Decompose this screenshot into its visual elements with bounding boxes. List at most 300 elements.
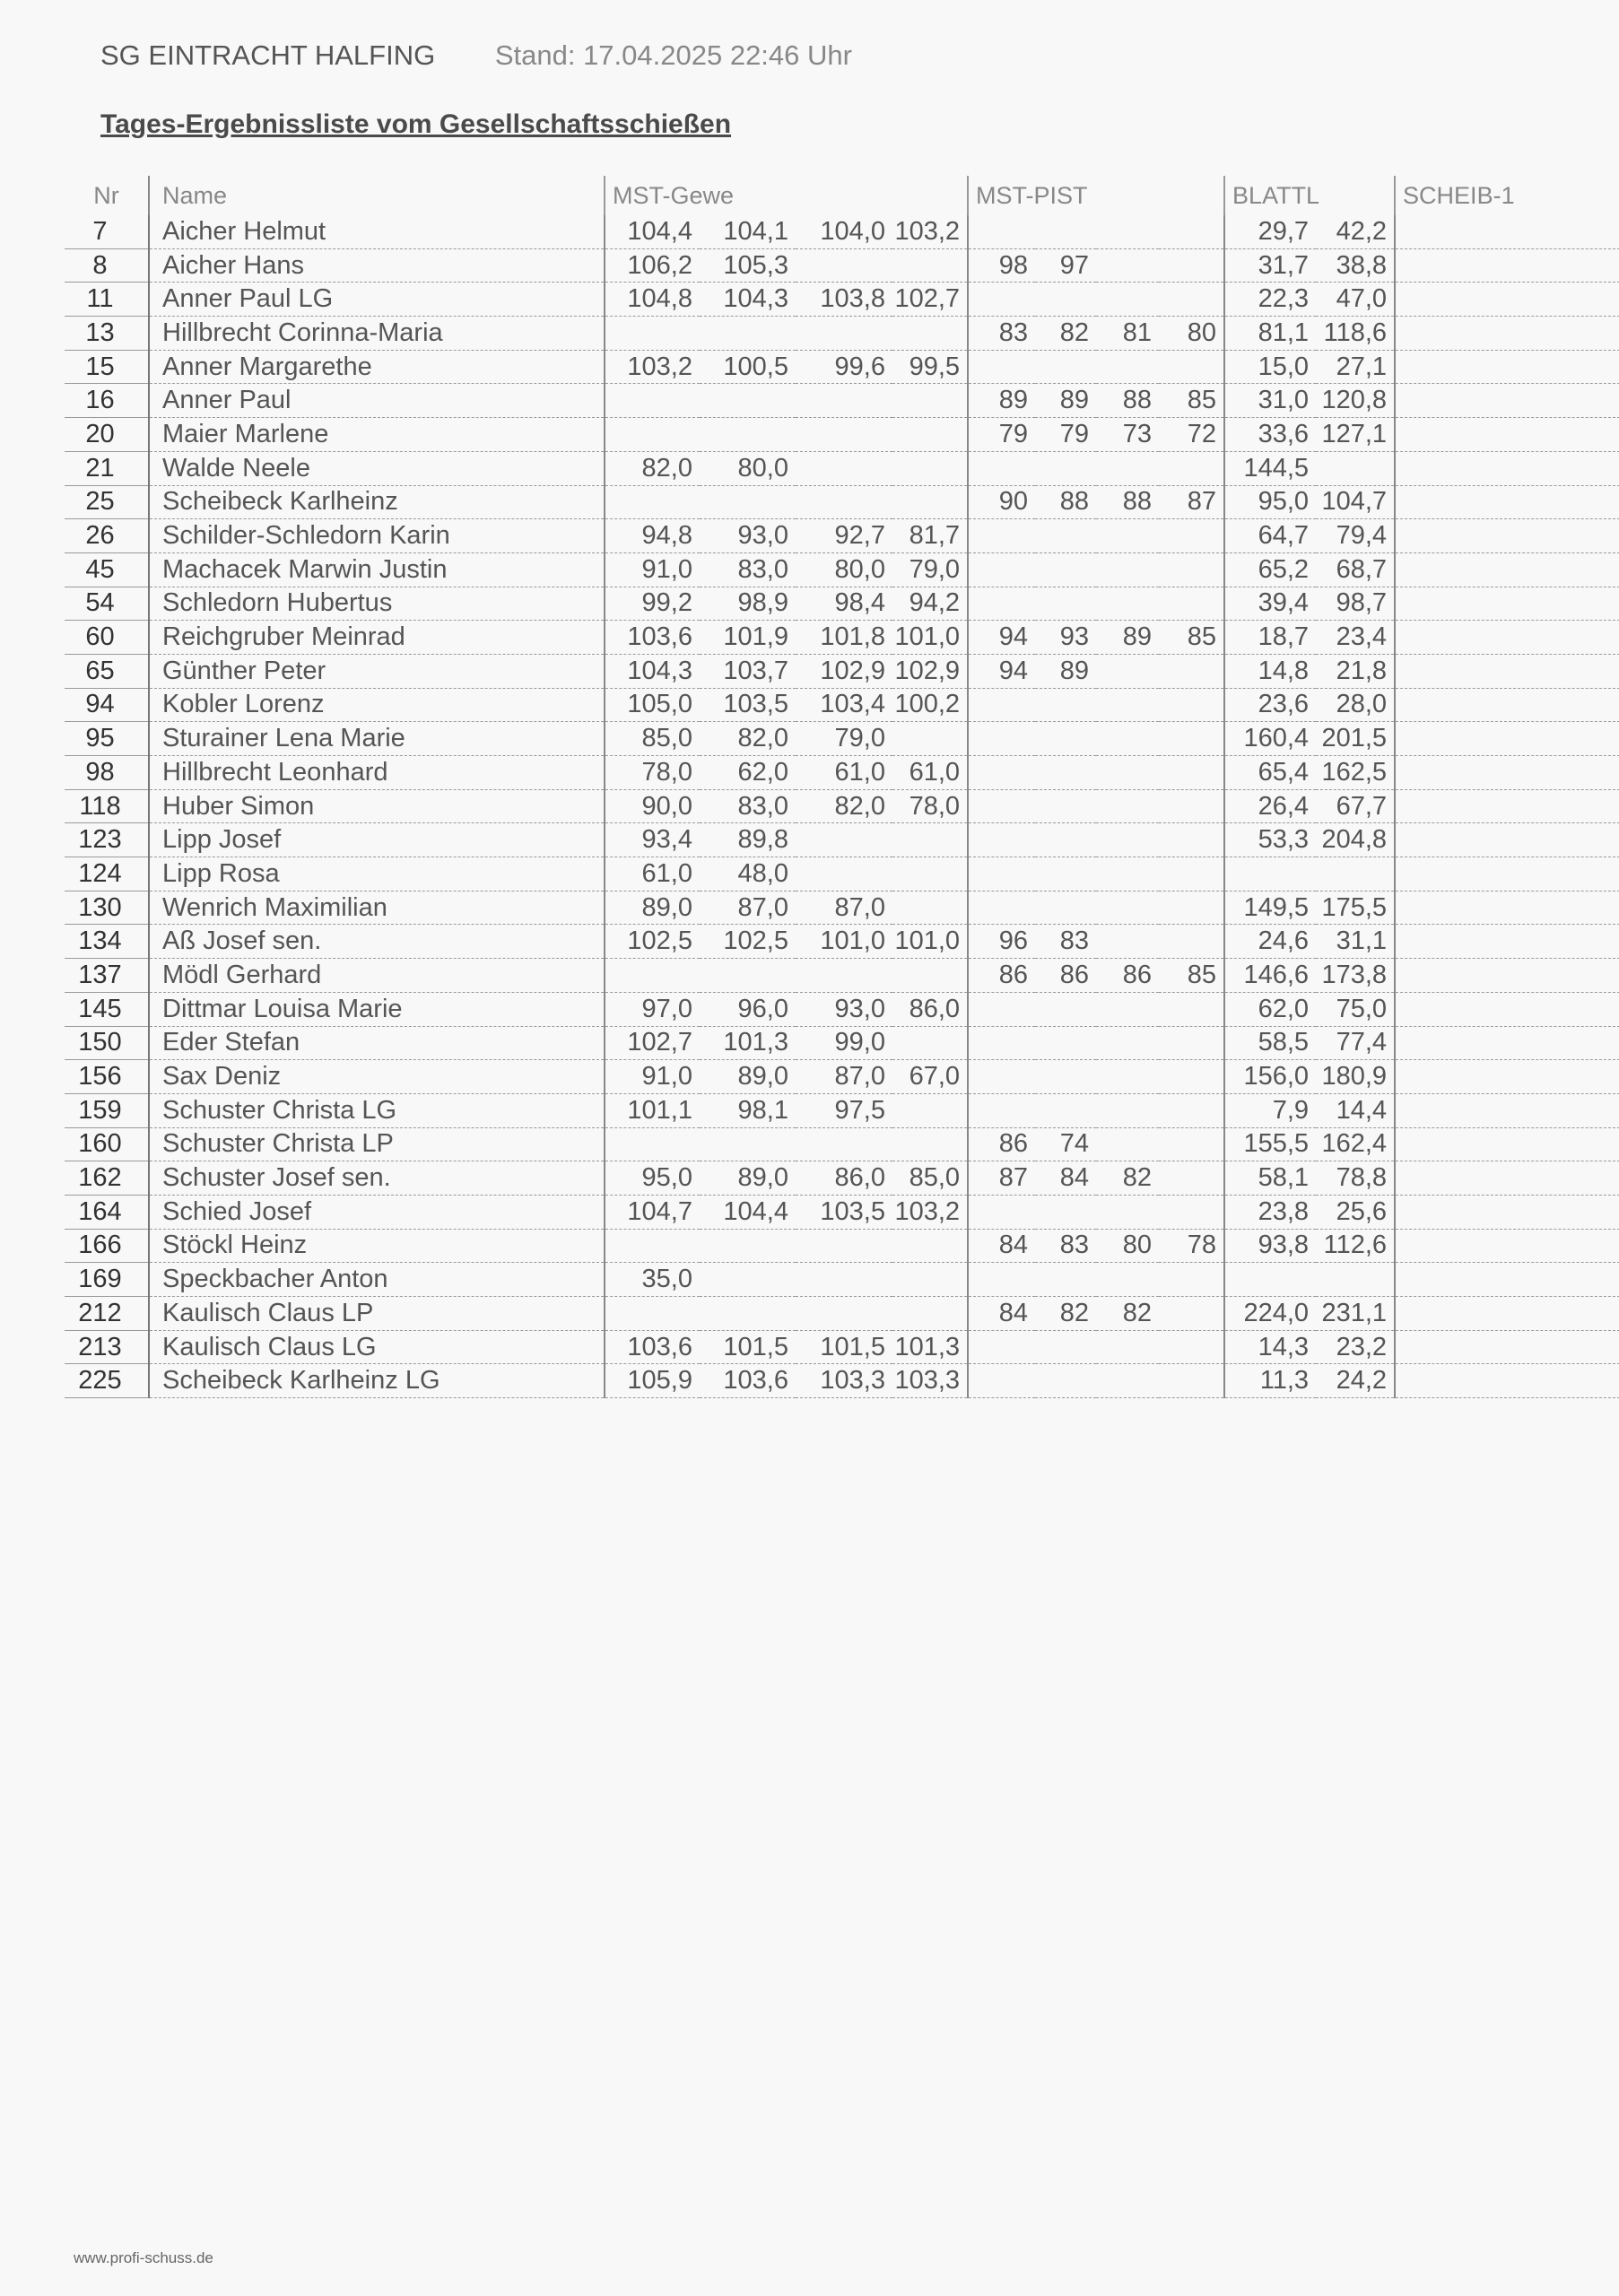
pist-score bbox=[1159, 654, 1224, 688]
table-row bbox=[65, 587, 1619, 621]
pist-score bbox=[1096, 992, 1159, 1026]
gewe-score: 101,0 bbox=[892, 925, 968, 959]
table-row bbox=[65, 992, 1619, 1026]
pist-score bbox=[1159, 857, 1224, 891]
pist-score bbox=[968, 823, 1035, 857]
pist-score bbox=[968, 283, 1035, 317]
table-row bbox=[65, 891, 1619, 925]
row-number: 145 bbox=[65, 992, 149, 1026]
scheib-cell bbox=[1395, 1263, 1619, 1297]
gewe-score: 101,5 bbox=[796, 1330, 892, 1364]
gewe-score: 78,0 bbox=[892, 789, 968, 823]
gewe-score: 103,6 bbox=[605, 621, 700, 655]
gewe-score: 82,0 bbox=[700, 722, 796, 756]
pist-score: 88 bbox=[1096, 384, 1159, 418]
shooter-name: Dittmar Louisa Marie bbox=[149, 992, 605, 1026]
row-number: 130 bbox=[65, 891, 149, 925]
blattl-score: 15,0 bbox=[1224, 350, 1316, 384]
gewe-score: 48,0 bbox=[700, 857, 796, 891]
table-row bbox=[65, 925, 1619, 959]
pist-score bbox=[1096, 823, 1159, 857]
shooter-name: Aß Josef sen. bbox=[149, 925, 605, 959]
gewe-score bbox=[796, 823, 892, 857]
row-number: 11 bbox=[65, 283, 149, 317]
row-number: 166 bbox=[65, 1229, 149, 1263]
table-row bbox=[65, 485, 1619, 519]
table-row bbox=[65, 1263, 1619, 1297]
pist-score bbox=[1159, 215, 1224, 248]
gewe-score: 99,5 bbox=[892, 350, 968, 384]
pist-score bbox=[968, 1060, 1035, 1094]
pist-score bbox=[968, 350, 1035, 384]
blattl-score: 75,0 bbox=[1316, 992, 1395, 1026]
row-number: 225 bbox=[65, 1364, 149, 1398]
row-number: 124 bbox=[65, 857, 149, 891]
gewe-score: 91,0 bbox=[605, 1060, 700, 1094]
pist-score bbox=[1096, 451, 1159, 485]
pist-score bbox=[1035, 823, 1096, 857]
shooter-name: Aicher Helmut bbox=[149, 215, 605, 248]
row-number: 150 bbox=[65, 1026, 149, 1060]
blattl-score: 93,8 bbox=[1224, 1229, 1316, 1263]
pist-score bbox=[968, 1330, 1035, 1364]
scheib-cell bbox=[1395, 519, 1619, 553]
gewe-score bbox=[796, 485, 892, 519]
pist-score bbox=[1096, 350, 1159, 384]
pist-score: 94 bbox=[968, 654, 1035, 688]
gewe-score: 99,0 bbox=[796, 1026, 892, 1060]
gewe-score: 95,0 bbox=[605, 1161, 700, 1196]
blattl-score: 112,6 bbox=[1316, 1229, 1395, 1263]
pist-score: 79 bbox=[1035, 418, 1096, 452]
pist-score: 80 bbox=[1159, 317, 1224, 351]
row-number: 65 bbox=[65, 654, 149, 688]
blattl-score bbox=[1224, 857, 1316, 891]
gewe-score: 83,0 bbox=[700, 552, 796, 587]
gewe-score: 103,2 bbox=[892, 215, 968, 248]
pist-score bbox=[968, 688, 1035, 722]
blattl-score: 53,3 bbox=[1224, 823, 1316, 857]
gewe-score: 102,9 bbox=[796, 654, 892, 688]
gewe-score bbox=[796, 1127, 892, 1161]
pist-score bbox=[968, 215, 1035, 248]
gewe-score bbox=[700, 384, 796, 418]
pist-score bbox=[1035, 350, 1096, 384]
gewe-score: 105,3 bbox=[700, 248, 796, 283]
pist-score: 74 bbox=[1035, 1127, 1096, 1161]
table-row bbox=[65, 283, 1619, 317]
gewe-score bbox=[700, 959, 796, 993]
scheib-cell bbox=[1395, 384, 1619, 418]
gewe-score: 87,0 bbox=[700, 891, 796, 925]
row-number: 20 bbox=[65, 418, 149, 452]
gewe-score bbox=[605, 959, 700, 993]
pist-score: 94 bbox=[968, 621, 1035, 655]
gewe-score: 101,8 bbox=[796, 621, 892, 655]
shooter-name: Maier Marlene bbox=[149, 418, 605, 452]
gewe-score bbox=[796, 418, 892, 452]
gewe-score bbox=[796, 451, 892, 485]
gewe-score: 93,0 bbox=[796, 992, 892, 1026]
pist-score bbox=[1035, 1093, 1096, 1127]
scheib-cell bbox=[1395, 688, 1619, 722]
pist-score bbox=[1035, 857, 1096, 891]
column-header-blattl: BLATTL bbox=[1224, 176, 1395, 215]
row-number: 13 bbox=[65, 317, 149, 351]
pist-score bbox=[1159, 1330, 1224, 1364]
scheib-cell bbox=[1395, 722, 1619, 756]
gewe-score: 86,0 bbox=[796, 1161, 892, 1196]
pist-score: 86 bbox=[1035, 959, 1096, 993]
pist-score bbox=[1159, 789, 1224, 823]
pist-score bbox=[1096, 722, 1159, 756]
gewe-score: 67,0 bbox=[892, 1060, 968, 1094]
pist-score: 85 bbox=[1159, 621, 1224, 655]
pist-score bbox=[1035, 552, 1096, 587]
scheib-cell bbox=[1395, 1161, 1619, 1196]
blattl-score: 27,1 bbox=[1316, 350, 1395, 384]
blattl-score: 201,5 bbox=[1316, 722, 1395, 756]
gewe-score: 78,0 bbox=[605, 756, 700, 790]
table-row bbox=[65, 857, 1619, 891]
gewe-score bbox=[796, 1263, 892, 1297]
shooter-name: Wenrich Maximilian bbox=[149, 891, 605, 925]
gewe-score: 61,0 bbox=[892, 756, 968, 790]
gewe-score: 102,9 bbox=[892, 654, 968, 688]
pist-score: 85 bbox=[1159, 384, 1224, 418]
pist-score bbox=[968, 1093, 1035, 1127]
blattl-score: 173,8 bbox=[1316, 959, 1395, 993]
gewe-score bbox=[892, 451, 968, 485]
gewe-score: 89,0 bbox=[605, 891, 700, 925]
shooter-name: Speckbacher Anton bbox=[149, 1263, 605, 1297]
blattl-score: 21,8 bbox=[1316, 654, 1395, 688]
row-number: 45 bbox=[65, 552, 149, 587]
blattl-score: 38,8 bbox=[1316, 248, 1395, 283]
pist-score bbox=[1096, 1060, 1159, 1094]
table-row bbox=[65, 722, 1619, 756]
table-row bbox=[65, 248, 1619, 283]
pist-score bbox=[1159, 350, 1224, 384]
shooter-name: Mödl Gerhard bbox=[149, 959, 605, 993]
blattl-score: 28,0 bbox=[1316, 688, 1395, 722]
gewe-score: 104,4 bbox=[700, 1195, 796, 1229]
scheib-cell bbox=[1395, 823, 1619, 857]
gewe-score bbox=[605, 1229, 700, 1263]
gewe-score: 82,0 bbox=[605, 451, 700, 485]
blattl-score: 81,1 bbox=[1224, 317, 1316, 351]
pist-score: 84 bbox=[1035, 1161, 1096, 1196]
table-row bbox=[65, 418, 1619, 452]
pist-score: 79 bbox=[968, 418, 1035, 452]
gewe-score: 103,3 bbox=[892, 1364, 968, 1398]
scheib-cell bbox=[1395, 1127, 1619, 1161]
gewe-score: 79,0 bbox=[892, 552, 968, 587]
blattl-score: 58,5 bbox=[1224, 1026, 1316, 1060]
gewe-score: 85,0 bbox=[892, 1161, 968, 1196]
gewe-score bbox=[796, 1297, 892, 1331]
gewe-score: 35,0 bbox=[605, 1263, 700, 1297]
blattl-score: 146,6 bbox=[1224, 959, 1316, 993]
shooter-name: Reichgruber Meinrad bbox=[149, 621, 605, 655]
pist-score bbox=[1035, 992, 1096, 1026]
shooter-name: Anner Paul bbox=[149, 384, 605, 418]
pist-score bbox=[968, 451, 1035, 485]
row-number: 26 bbox=[65, 519, 149, 553]
shooter-name: Schied Josef bbox=[149, 1195, 605, 1229]
gewe-score bbox=[892, 1263, 968, 1297]
gewe-score: 100,5 bbox=[700, 350, 796, 384]
gewe-score: 91,0 bbox=[605, 552, 700, 587]
blattl-score: 42,2 bbox=[1316, 215, 1395, 248]
pist-score bbox=[1035, 283, 1096, 317]
gewe-score: 89,0 bbox=[700, 1161, 796, 1196]
footer-url: www.profi-schuss.de bbox=[74, 2249, 213, 2266]
scheib-cell bbox=[1395, 317, 1619, 351]
pist-score bbox=[968, 1263, 1035, 1297]
pist-score: 72 bbox=[1159, 418, 1224, 452]
scheib-cell bbox=[1395, 283, 1619, 317]
gewe-score bbox=[605, 418, 700, 452]
blattl-score: 120,8 bbox=[1316, 384, 1395, 418]
gewe-score: 105,9 bbox=[605, 1364, 700, 1398]
gewe-score bbox=[700, 485, 796, 519]
scheib-cell bbox=[1395, 485, 1619, 519]
table-row bbox=[65, 552, 1619, 587]
pist-score bbox=[1159, 1026, 1224, 1060]
scheib-cell bbox=[1395, 992, 1619, 1026]
blattl-score: 58,1 bbox=[1224, 1161, 1316, 1196]
scheib-cell bbox=[1395, 1297, 1619, 1331]
gewe-score bbox=[700, 1263, 796, 1297]
shooter-name: Kaulisch Claus LP bbox=[149, 1297, 605, 1331]
row-number: 137 bbox=[65, 959, 149, 993]
gewe-score: 104,4 bbox=[605, 215, 700, 248]
gewe-score: 103,7 bbox=[700, 654, 796, 688]
gewe-score: 89,8 bbox=[700, 823, 796, 857]
gewe-score: 82,0 bbox=[796, 789, 892, 823]
document-header bbox=[100, 39, 852, 72]
pist-score bbox=[1159, 688, 1224, 722]
blattl-score: 64,7 bbox=[1224, 519, 1316, 553]
pist-score: 86 bbox=[968, 959, 1035, 993]
pist-score: 93 bbox=[1035, 621, 1096, 655]
gewe-score bbox=[892, 384, 968, 418]
gewe-score bbox=[796, 959, 892, 993]
pist-score bbox=[1159, 992, 1224, 1026]
table-row bbox=[65, 1161, 1619, 1196]
pist-score: 82 bbox=[1096, 1161, 1159, 1196]
table-row bbox=[65, 1060, 1619, 1094]
pist-score: 86 bbox=[968, 1127, 1035, 1161]
shooter-name: Schuster Christa LP bbox=[149, 1127, 605, 1161]
blattl-score: 155,5 bbox=[1224, 1127, 1316, 1161]
pist-score bbox=[1035, 1026, 1096, 1060]
table-row bbox=[65, 959, 1619, 993]
pist-score: 82 bbox=[1096, 1297, 1159, 1331]
scheib-cell bbox=[1395, 654, 1619, 688]
gewe-score bbox=[700, 317, 796, 351]
shooter-name: Schledorn Hubertus bbox=[149, 587, 605, 621]
table-row bbox=[65, 1330, 1619, 1364]
pist-score: 89 bbox=[1096, 621, 1159, 655]
pist-score bbox=[1159, 1060, 1224, 1094]
gewe-score bbox=[892, 1127, 968, 1161]
blattl-score: 67,7 bbox=[1316, 789, 1395, 823]
pist-score bbox=[1096, 248, 1159, 283]
blattl-score bbox=[1316, 1263, 1395, 1297]
scheib-cell bbox=[1395, 587, 1619, 621]
gewe-score: 61,0 bbox=[796, 756, 892, 790]
shooter-name: Aicher Hans bbox=[149, 248, 605, 283]
gewe-score: 97,5 bbox=[796, 1093, 892, 1127]
gewe-score bbox=[796, 857, 892, 891]
pist-score bbox=[968, 519, 1035, 553]
pist-score bbox=[1035, 451, 1096, 485]
blattl-score: 62,0 bbox=[1224, 992, 1316, 1026]
gewe-score bbox=[700, 1297, 796, 1331]
blattl-score: 65,4 bbox=[1224, 756, 1316, 790]
table-row bbox=[65, 317, 1619, 351]
gewe-score bbox=[892, 722, 968, 756]
gewe-score bbox=[892, 248, 968, 283]
blattl-score: 31,0 bbox=[1224, 384, 1316, 418]
gewe-score bbox=[892, 1093, 968, 1127]
table-row bbox=[65, 1297, 1619, 1331]
table-row bbox=[65, 789, 1619, 823]
gewe-score: 103,5 bbox=[700, 688, 796, 722]
blattl-score: 98,7 bbox=[1316, 587, 1395, 621]
row-number: 8 bbox=[65, 248, 149, 283]
pist-score: 84 bbox=[968, 1297, 1035, 1331]
pist-score: 78 bbox=[1159, 1229, 1224, 1263]
pist-score bbox=[1096, 283, 1159, 317]
table-row bbox=[65, 1127, 1619, 1161]
row-number: 21 bbox=[65, 451, 149, 485]
shooter-name: Kobler Lorenz bbox=[149, 688, 605, 722]
gewe-score: 101,0 bbox=[796, 925, 892, 959]
gewe-score: 101,1 bbox=[605, 1093, 700, 1127]
scheib-cell bbox=[1395, 215, 1619, 248]
pist-score bbox=[1096, 891, 1159, 925]
row-number: 95 bbox=[65, 722, 149, 756]
blattl-score: 18,7 bbox=[1224, 621, 1316, 655]
pist-score bbox=[1096, 1093, 1159, 1127]
gewe-score bbox=[700, 1229, 796, 1263]
pist-score: 82 bbox=[1035, 317, 1096, 351]
pist-score: 81 bbox=[1096, 317, 1159, 351]
gewe-score bbox=[892, 485, 968, 519]
gewe-score: 89,0 bbox=[700, 1060, 796, 1094]
pist-score bbox=[968, 722, 1035, 756]
blattl-score: 7,9 bbox=[1224, 1093, 1316, 1127]
timestamp: Stand: 17.04.2025 22:46 Uhr bbox=[494, 39, 852, 71]
pist-score bbox=[1159, 1127, 1224, 1161]
gewe-score: 85,0 bbox=[605, 722, 700, 756]
blattl-score: 79,4 bbox=[1316, 519, 1395, 553]
gewe-score: 103,8 bbox=[796, 283, 892, 317]
column-header-name: Name bbox=[149, 176, 605, 215]
pist-score bbox=[1159, 756, 1224, 790]
shooter-name: Schuster Josef sen. bbox=[149, 1161, 605, 1196]
gewe-score bbox=[892, 891, 968, 925]
pist-score: 83 bbox=[968, 317, 1035, 351]
table-row bbox=[65, 1229, 1619, 1263]
pist-score bbox=[1159, 1195, 1224, 1229]
scheib-cell bbox=[1395, 418, 1619, 452]
pist-score bbox=[1159, 1093, 1224, 1127]
scheib-cell bbox=[1395, 756, 1619, 790]
gewe-score: 80,0 bbox=[700, 451, 796, 485]
blattl-score: 22,3 bbox=[1224, 283, 1316, 317]
pist-score: 83 bbox=[1035, 925, 1096, 959]
blattl-score: 144,5 bbox=[1224, 451, 1316, 485]
pist-score bbox=[1096, 519, 1159, 553]
row-number: 15 bbox=[65, 350, 149, 384]
shooter-name: Walde Neele bbox=[149, 451, 605, 485]
pist-score: 89 bbox=[1035, 384, 1096, 418]
gewe-score: 61,0 bbox=[605, 857, 700, 891]
pist-score: 89 bbox=[968, 384, 1035, 418]
row-number: 212 bbox=[65, 1297, 149, 1331]
pist-score bbox=[968, 1364, 1035, 1398]
gewe-score bbox=[892, 1026, 968, 1060]
scheib-cell bbox=[1395, 1229, 1619, 1263]
pist-score bbox=[1159, 891, 1224, 925]
gewe-score bbox=[892, 857, 968, 891]
blattl-score: 39,4 bbox=[1224, 587, 1316, 621]
gewe-score: 102,5 bbox=[605, 925, 700, 959]
pist-score bbox=[968, 1026, 1035, 1060]
pist-score bbox=[1096, 857, 1159, 891]
pist-score bbox=[1096, 1195, 1159, 1229]
blattl-score: 65,2 bbox=[1224, 552, 1316, 587]
pist-score bbox=[1035, 722, 1096, 756]
blattl-score: 231,1 bbox=[1316, 1297, 1395, 1331]
blattl-score: 29,7 bbox=[1224, 215, 1316, 248]
pist-score bbox=[1159, 1263, 1224, 1297]
column-header-mst-gewe: MST-Gewe bbox=[605, 176, 968, 215]
scheib-cell bbox=[1395, 925, 1619, 959]
pist-score bbox=[968, 992, 1035, 1026]
pist-score bbox=[1096, 1364, 1159, 1398]
table-row bbox=[65, 823, 1619, 857]
scheib-cell bbox=[1395, 1364, 1619, 1398]
gewe-score bbox=[605, 384, 700, 418]
gewe-score: 102,7 bbox=[605, 1026, 700, 1060]
pist-score bbox=[1096, 1026, 1159, 1060]
gewe-score: 93,4 bbox=[605, 823, 700, 857]
gewe-score: 106,2 bbox=[605, 248, 700, 283]
row-number: 159 bbox=[65, 1093, 149, 1127]
blattl-score: 23,2 bbox=[1316, 1330, 1395, 1364]
scheib-cell bbox=[1395, 1026, 1619, 1060]
blattl-score bbox=[1316, 451, 1395, 485]
column-header-scheib-1: SCHEIB-1 bbox=[1395, 176, 1619, 215]
pist-score: 84 bbox=[968, 1229, 1035, 1263]
pist-score: 96 bbox=[968, 925, 1035, 959]
blattl-score: 31,7 bbox=[1224, 248, 1316, 283]
pist-score bbox=[1096, 552, 1159, 587]
gewe-score: 104,8 bbox=[605, 283, 700, 317]
table-row bbox=[65, 215, 1619, 248]
pist-score bbox=[1096, 654, 1159, 688]
blattl-score: 95,0 bbox=[1224, 485, 1316, 519]
pist-score bbox=[968, 587, 1035, 621]
blattl-score bbox=[1224, 1263, 1316, 1297]
gewe-score: 62,0 bbox=[700, 756, 796, 790]
gewe-score: 100,2 bbox=[892, 688, 968, 722]
